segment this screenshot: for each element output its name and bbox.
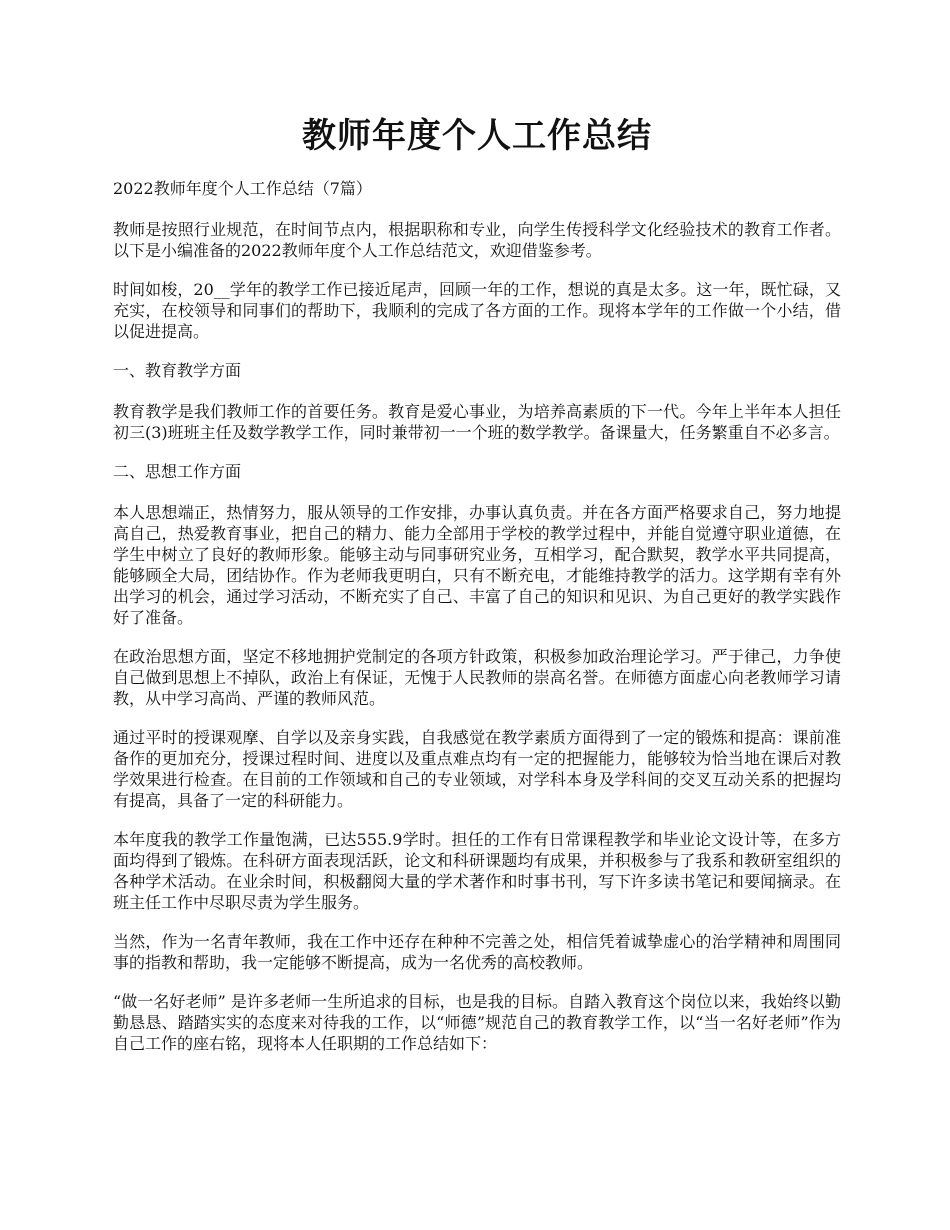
paragraph-ideology: 本人思想端正，热情努力，服从领导的工作安排，办事认真负责。并在各方面严格要求自己，努力地提高自己，热爱教育事业，把自己的精力、能力全部用于学校的教学过程中，并能自觉遵守职业道德，在学生中树立了良好的教师形象。能够主动与同事研究业务，互相学习，配合默契，教学水平共同提高，能够顾全大局，团结协作。作为老师我更明白，只有不断充电，才能维持教学的活力。这学期有幸有外出学习的机会，通过学习活动，不断充实了自己、丰富了自己的知识和见识、为自己更好的教学实践作好了准备。 — [113, 503, 841, 627]
paragraph-intro: 教师是按照行业规范，在时间节点内，根据职称和专业，向学生传授科学文化经验技术的教育工作者。以下是小编准备的2022教师年度个人工作总结范文，欢迎借鉴参考。 — [113, 220, 841, 260]
document-page — [113, 108, 841, 1072]
paragraph-politics: 在政治思想方面，坚定不移地拥护党制定的各项方针政策，积极参加政治理论学习。严于律己，力争使自己做到思想上不掉队，政治上有保证，无愧于人民教师的崇高名誉。在师德方面虚心向老教师学习请教，从中学习高尚、严谨的教师风范。 — [113, 647, 841, 708]
paragraph-goal: “做一名好老师” 是许多老师一生所追求的目标，也是我的目标。自踏入教育这个岗位以来，我始终以勤勤恳恳、踏踏实实的态度来对待我的工作，以“师德”规范自己的教育教学工作，以“当一名好老师”作为自己工作的座右铭，现将本人任职期的工作总结如下： — [113, 992, 841, 1053]
paragraph-teaching: 教育教学是我们教师工作的首要任务。教育是爱心事业，为培养高素质的下一代。今年上半年本人担任初三(3)班班主任及数学教学工作，同时兼带初一一个班的数学教学。备课量大，任务繁重自不必多言。 — [113, 402, 841, 442]
paragraph-workload: 本年度我的教学工作量饱满，已达555.9学时。担任的工作有日常课程教学和毕业论文设计等，在多方面均得到了锻炼。在科研方面表现活跃，论文和科研课题均有成果，并积极参与了我系和教研室组织的各种学术活动。在业余时间，积极翻阅大量的学术著作和时事书刊，写下许多读书笔记和要闻摘录。在班主任工作中尽职尽责为学生服务。 — [113, 830, 841, 912]
paragraph-reflection: 当然，作为一名青年教师，我在工作中还存在种种不完善之处，相信凭着诚挚虚心的治学精神和周围同事的指教和帮助，我一定能够不断提高，成为一名优秀的高校教师。 — [113, 932, 841, 972]
paragraph-practice: 通过平时的授课观摩、自学以及亲身实践，自我感觉在教学素质方面得到了一定的锻炼和提高：课前准备作的更加充分，授课过程时间、进度以及重点难点均有一定的把握能力，能够较为恰当地在课后对教学效果进行检查。在目前的工作领域和自己的专业领域，对学科本身及学科间的交叉互动关系的把握均有提高，具备了一定的科研能力。 — [113, 728, 841, 810]
section-heading-teaching: 一、教育教学方面 — [113, 361, 242, 380]
section-heading-ideology: 二、思想工作方面 — [113, 462, 242, 481]
paragraph-overview: 时间如梭，20__学年的教学工作已接近尾声，回顾一年的工作，想说的真是太多。这一年，既忙碌，又充实，在校领导和同事们的帮助下，我顺利的完成了各方面的工作。现将本学年的工作做一个小结，借以促进提高。 — [113, 280, 841, 341]
document-title: 教师年度个人工作总结 — [302, 116, 652, 156]
document-subtitle: 2022教师年度个人工作总结（7篇） — [113, 179, 372, 198]
